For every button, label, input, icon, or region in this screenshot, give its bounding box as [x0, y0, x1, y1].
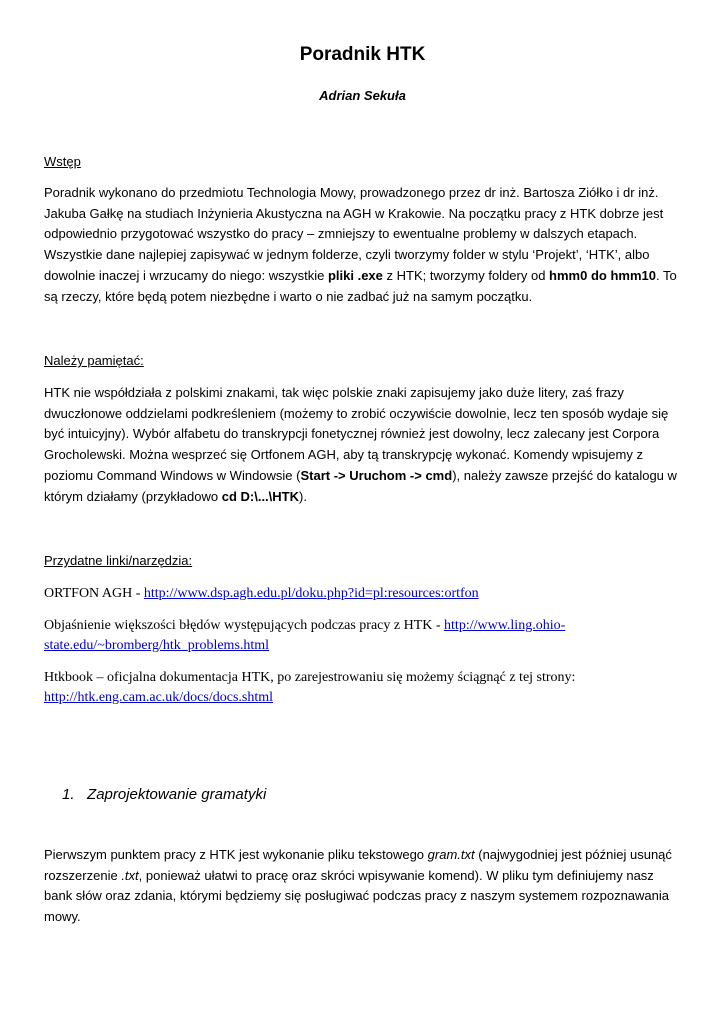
- section-1-number: 1.: [62, 786, 75, 803]
- document-author: Adrian Sekuła: [319, 88, 406, 103]
- section-1-italic-gram: gram.txt: [427, 847, 475, 862]
- errors-label: Objaśnienie większości błędów występujących podczas pracy z HTK -: [44, 618, 445, 633]
- htkbook-link[interactable]: http://htk.eng.cam.ac.uk/docs/docs.shtml: [44, 690, 274, 705]
- remember-text-3: ).: [299, 488, 307, 504]
- remember-bold-start: Start -> Uruchom -> cmd: [300, 467, 453, 483]
- remember-heading: [44, 351, 684, 372]
- section-1-paragraph: [44, 845, 684, 928]
- intro-text-3: . To są rzeczy, które będą potem niezbędne i warto o nie zadbać już na samym początku.: [44, 267, 677, 304]
- section-1-heading: [62, 786, 266, 803]
- ortfon-label: ORTFON AGH -: [44, 586, 144, 601]
- intro-bold-hmm: hmm0 do hmm10: [549, 267, 656, 283]
- ortfon-line: [44, 584, 684, 604]
- intro-text-1: Poradnik wykonano do przedmiotu Technologia Mowy, prowadzonego przez dr inż. Bartosza Ziółko i dr inż. Jakuba Gałkę na studiach Inżynieria Akustyczna na AGH w Krakowie. Na początku pracy z HTK dobrze jest odpowiednio przygotować wszystko do pracy – zmniejszy to ewentualne problemy w dalszych etapach. Wszystkie dane najlepiej zapisywać w jednym folderze, czyli tworzymy folder w stylu ‘Projekt’, ‘HTK’, albo dowolnie inaczej i wrzucamy do niego: wszystkie: [44, 185, 664, 283]
- remember-paragraph: [44, 383, 684, 507]
- section-1-text-3: , ponieważ ułatwi to pracę oraz skróci wpisywanie komend). W pliku tym definiujemy nasz bank słów oraz zdania, którymi będziemy się posługiwać podczas pracy z naszym systemem rozpoznawania mowy.: [44, 867, 669, 925]
- intro-paragraph: [44, 183, 684, 307]
- intro-heading-text: Wstęp: [44, 154, 81, 169]
- section-1-text-1: Pierwszym punktem pracy z HTK jest wykonanie pliku tekstowego: [44, 847, 428, 862]
- ortfon-link[interactable]: http://www.dsp.agh.edu.pl/doku.php?id=pl:resources:ortfon: [143, 586, 479, 601]
- intro-text-2: z HTK; tworzymy foldery od: [382, 267, 550, 283]
- remember-text-2: ), należy zawsze przejść do katalogu w którym działamy (przykładowo: [44, 467, 677, 504]
- links-heading-text: Przydatne linki/narzędzia:: [44, 553, 193, 568]
- errors-line: [44, 616, 684, 656]
- intro-heading: [44, 152, 684, 173]
- document-title: Poradnik HTK: [299, 44, 426, 65]
- links-heading: [44, 551, 684, 572]
- intro-bold-exe: pliki .exe: [327, 267, 383, 283]
- section-1-text-2: (najwygodniej jest później usunąć rozszerzenie: [44, 847, 672, 883]
- remember-text-1: HTK nie współdziała z polskimi znakami, tak więc polskie znaki zapisujemy jako duże litery, zaś frazy dwuczłonowe oddzielami podkreśleniem (możemy to zrobić oczywiście dowolnie, lecz ten sposób wydaje się być intuicyjny). Wybór alfabetu do transkrypcji fonetycznej również jest dowolny, lecz zalecany jest Corpora Grocholewski. Można wesprzeć się Ortfonem AGH, aby tą transkrypcję wykonać. Komendy wpisujemy z poziomu Command Windows w Windowsie (: [44, 385, 669, 483]
- errors-link[interactable]: http://www.ling.ohio-state.edu/~bromberg/htk_problems.html: [44, 618, 566, 653]
- section-1-title: Zaprojektowanie gramatyki: [87, 786, 267, 803]
- htkbook-label: Htkbook – oficjalna dokumentacja HTK, po zarejestrowaniu się możemy ściągnąć z tej strony:: [44, 670, 576, 685]
- htkbook-line: [44, 668, 684, 708]
- remember-bold-cd: cd D:\...\HTK: [221, 488, 299, 504]
- remember-heading-text: Należy pamiętać:: [44, 353, 144, 368]
- section-1-italic-txt: .txt: [121, 867, 139, 883]
